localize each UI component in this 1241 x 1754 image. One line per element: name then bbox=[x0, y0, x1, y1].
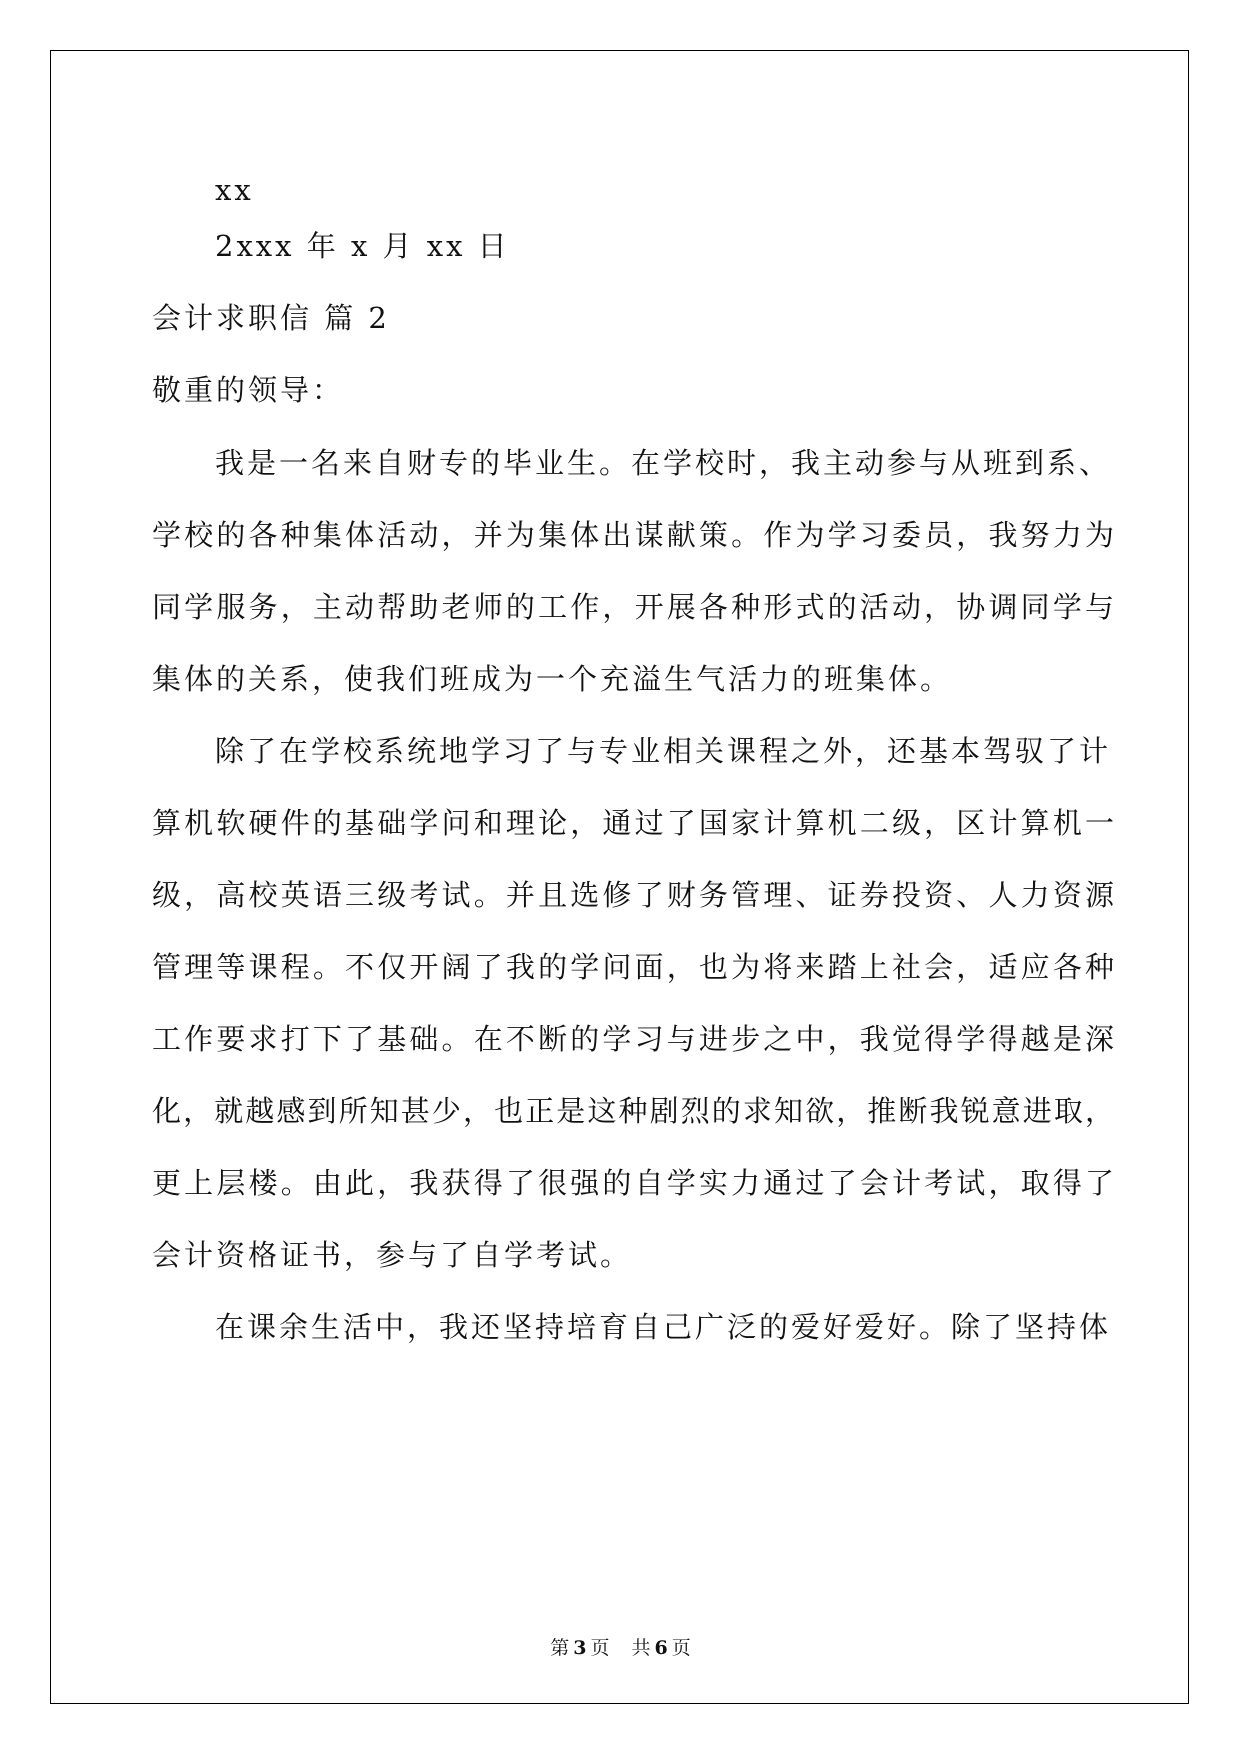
page-prefix: 第 bbox=[550, 1637, 570, 1659]
signature-name: xx bbox=[215, 173, 254, 207]
body-line: 工作要求打下了基础。在不断的学习与进步之中，我觉得学得越是深 bbox=[152, 1022, 1114, 1056]
body-line: 更上层楼。由此，我获得了很强的自学实力通过了会计考试，取得了 bbox=[152, 1166, 1114, 1200]
body-line: 级，高校英语三级考试。并且选修了财务管理、证券投资、人力资源 bbox=[152, 878, 1114, 912]
signature-date: 2xxx 年 x 月 xx 日 bbox=[215, 229, 510, 263]
total-prefix: 共 bbox=[631, 1637, 651, 1659]
body-line: 学校的各种集体活动，并为集体出谋献策。作为学习委员，我努力为 bbox=[152, 518, 1114, 552]
page-number: 3 bbox=[573, 1637, 587, 1659]
body-line: 管理等课程。不仅开阔了我的学问面，也为将来踏上社会，适应各种 bbox=[152, 950, 1114, 984]
total-indicator bbox=[628, 1637, 695, 1659]
total-number: 6 bbox=[654, 1637, 668, 1659]
total-suffix: 页 bbox=[671, 1637, 691, 1659]
body-line: 我是一名来自财专的毕业生。在学校时，我主动参与从班到系、 bbox=[215, 446, 1112, 480]
page-suffix: 页 bbox=[590, 1637, 610, 1659]
section-title: 会计求职信 篇 2 bbox=[152, 301, 390, 335]
page-indicator bbox=[546, 1637, 613, 1659]
body-line: 化，就越感到所知甚少，也正是这种剧烈的求知欲，推断我锐意进取， bbox=[152, 1094, 1114, 1128]
body-line: 除了在学校系统地学习了与专业相关课程之外，还基本驾驭了计 bbox=[215, 734, 1112, 768]
body-line: 算机软硬件的基础学问和理论，通过了国家计算机二级，区计算机一 bbox=[152, 806, 1114, 840]
salutation: 敬重的领导： bbox=[152, 373, 345, 407]
page-footer bbox=[0, 1633, 1241, 1660]
body-line: 同学服务，主动帮助老师的工作，开展各种形式的活动，协调同学与 bbox=[152, 590, 1114, 624]
body-line: 集体的关系，使我们班成为一个充溢生气活力的班集体。 bbox=[152, 662, 953, 696]
body-line: 会计资格证书，参与了自学考试。 bbox=[152, 1238, 633, 1272]
body-line: 在课余生活中，我还坚持培育自己广泛的爱好爱好。除了坚持体 bbox=[215, 1310, 1112, 1344]
